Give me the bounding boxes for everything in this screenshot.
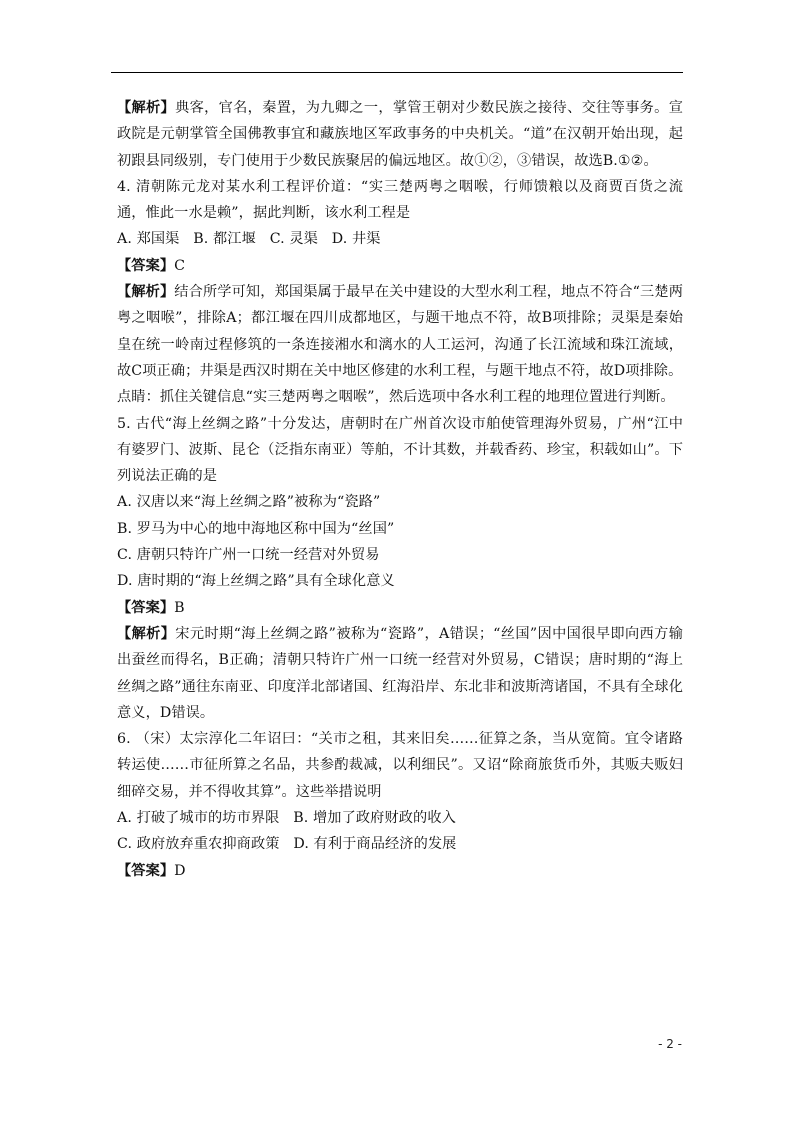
answer-q6: [117, 858, 683, 884]
answer-value: B: [174, 599, 185, 616]
answer-value: C: [174, 257, 186, 274]
answer-q4: [117, 253, 683, 279]
question-5: 5. 古代“海上丝绸之路”十分发达，唐朝时在广州首次设市舶使管理海外贸易，广州“江中有婆罗门、波斯、昆仑（泛指东南亚）等舶，不计其数，并载香药、珍宝，积载如山”。下列说法正确的是: [117, 415, 683, 485]
page-number: - 2 -: [658, 1037, 682, 1051]
analysis-text: 结合所学可知，郑国渠属于最早在关中建设的大型水利工程，地点不符合“三楚两粤之咽喉”，排除A；都江堰在四川成都地区，与题干地点不符，故B项排除；灵渠是秦始皇在统一岭南过程修筑的一条连接湘水和漓水的人工运河，沟通了长江流域和珠江流域，故C项正确；井渠是西汉时期在关中地区修建的水利工程，与题干地点不符，故D项排除。: [117, 284, 683, 379]
answer-tag: 【答案】: [117, 862, 175, 879]
analysis-text: 宋元时期“海上丝绸之路”被称为“瓷路”，A错误；“丝国”因中国很早即向西方输出蚕丝而得名，B正确；清朝只特许广州一口统一经营对外贸易，C错误；唐时期的“海上丝绸之路”通往东南亚、印度洋北部诸国、红海沿岸、东北非和波斯湾诸国，不具有全球化意义，D错误。: [117, 625, 683, 721]
analysis-paragraph-q3: [117, 95, 683, 174]
question-4-options: A. 郑国渠 B. 都江堰 C. 灵渠 D. 井渠: [117, 231, 381, 248]
analysis-tag: 【解析】: [117, 284, 175, 301]
answer-tag: 【答案】: [117, 599, 175, 616]
analysis-tag: 【解析】: [117, 100, 176, 116]
answer-tag: 【答案】: [117, 257, 175, 274]
analysis-tag: 【解析】: [117, 625, 176, 642]
header-rule: [111, 72, 683, 73]
question-6-options-ab: A. 打破了城市的坊市界限 B. 增加了政府财政的收入: [117, 810, 456, 827]
question-4: 4. 清朝陈元龙对某水利工程评价道：“实三楚两粤之咽喉，行师馈粮以及商贾百货之流通，惟此一水是赖”，据此判断，该水利工程是: [117, 178, 683, 222]
document-body: [117, 95, 683, 884]
question-5-option-b: B. 罗马为中心的地中海地区称中国为“丝国”: [117, 520, 395, 537]
analysis-paragraph-q5: [117, 621, 683, 726]
question-5-option-d: D. 唐时期的“海上丝绸之路”具有全球化意义: [117, 573, 395, 590]
answer-value: D: [174, 862, 186, 879]
question-6-options-cd: C. 政府放弃重农抑商政策 D. 有利于商品经济的发展: [117, 836, 457, 853]
analysis-paragraph-q4: [117, 279, 683, 384]
question-5-option-c: C. 唐朝只特许广州一口统一经营对外贸易: [117, 547, 380, 564]
answer-q5: [117, 595, 683, 621]
tip-q4: 点睛：抓住关键信息“实三楚两粤之咽喉”，然后选项中各水利工程的地理位置进行判断。: [117, 389, 675, 406]
analysis-text: 典客，官名，秦置，为九卿之一，掌管王朝对少数民族之接待、交往等事务。宣政院是元朝掌管全国佛教事宜和藏族地区军政事务的中央机关。“道”在汉朝开始出现，起初跟县同级别，专门使用于少数民族聚居的偏远地区。故①②，③错误，故选B.①②。: [117, 100, 683, 169]
question-6: 6. （宋）太宗淳化二年诏曰：“关市之租，其来旧矣……征算之条，当从宽简。宜令诸路转运使……市征所算之名品，共参酌裁减，以利细民”。又诏“除商旅货币外，其贩夫贩妇细碎交易，并不得收其算”。这些举措说明: [117, 731, 683, 800]
question-5-option-a: A. 汉唐以来“海上丝绸之路”被称为“瓷路”: [117, 494, 381, 511]
